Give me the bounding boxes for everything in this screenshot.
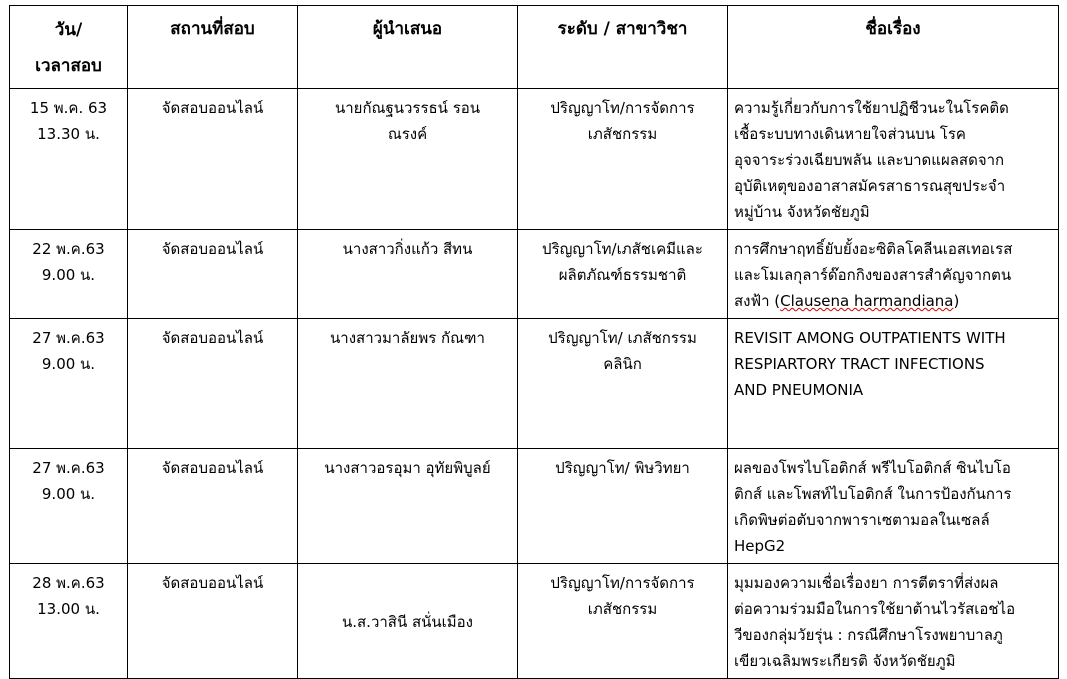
- table-row: [10, 564, 1059, 679]
- cell-title: [728, 449, 1059, 564]
- time-text: 13.00 น.: [37, 600, 100, 618]
- header-date-line2: เวลาสอบ: [35, 56, 102, 76]
- presenter-text: นางสาวอรอุมา อุทัยพิบูลย์: [324, 459, 491, 477]
- cell-venue: [128, 449, 298, 564]
- cell-presenter: [298, 319, 518, 449]
- title-text: และโมเลกุลาร์ด๊อกกิงของสารสำคัญจากตน: [734, 266, 1012, 284]
- title-text: RESPIARTORY TRACT INFECTIONS: [734, 355, 985, 373]
- header-date-line1: วัน/: [54, 20, 83, 40]
- table-row: [10, 230, 1059, 319]
- cell-title: [728, 89, 1059, 230]
- cell-presenter: [298, 449, 518, 564]
- cell-presenter: [298, 230, 518, 319]
- time-text: 9.00 น.: [41, 485, 96, 503]
- time-text: 13.30 น.: [37, 125, 100, 143]
- presenter-text: น.ส.วาสินี สนั่นเมือง: [342, 613, 473, 631]
- title-text: ความรู้เกี่ยวกับการใช้ยาปฏิชีวนะในโรคติด: [734, 99, 1009, 117]
- cell-presenter: [298, 89, 518, 230]
- title-text: ติกส์ และโพสท์ไบโอติกส์ ในการป้องกันการ: [734, 485, 1012, 503]
- time-text: 9.00 น.: [41, 355, 96, 373]
- level-text: ปริญญาโท/ พิษวิทยา: [555, 459, 690, 477]
- cell-date: [10, 230, 128, 319]
- title-text: เชื้อระบบทางเดินหายใจส่วนบน โรค: [734, 125, 966, 143]
- header-level: ระดับ / สาขาวิชา: [518, 6, 728, 89]
- level-text: ปริญญาโท/การจัดการ: [550, 99, 695, 117]
- cell-venue: [128, 319, 298, 449]
- date-text: 28 พ.ค.63: [32, 574, 105, 592]
- title-text: สงฟ้า (: [734, 292, 781, 310]
- header-presenter: ผู้นำเสนอ: [298, 6, 518, 89]
- date-text: 27 พ.ค.63: [32, 459, 105, 477]
- cell-date: [10, 564, 128, 679]
- species-name: Clausena harmandiana: [780, 292, 954, 310]
- level-text: ปริญญาโท/เภสัชเคมีและ: [542, 240, 703, 258]
- cell-venue: [128, 89, 298, 230]
- cell-venue: [128, 230, 298, 319]
- cell-level: [518, 564, 728, 679]
- cell-venue: [128, 564, 298, 679]
- venue-text: จัดสอบออนไลน์: [161, 240, 264, 258]
- title-text: หมู่บ้าน จังหวัดชัยภูมิ: [734, 203, 870, 221]
- header-title: ชื่อเรื่อง: [728, 6, 1059, 89]
- cell-date: [10, 89, 128, 230]
- table-row: [10, 449, 1059, 564]
- presenter-text: ณรงค์: [387, 125, 428, 143]
- title-text: ): [953, 292, 960, 310]
- level-text: ผลิตภัณฑ์ธรรมชาติ: [558, 266, 687, 284]
- cell-title: [728, 319, 1059, 449]
- cell-date: [10, 319, 128, 449]
- title-text: ต่อความร่วมมือในการใช้ยาต้านไวรัสเอชไอ: [734, 600, 1016, 618]
- level-text: เภสัชกรรม: [587, 600, 658, 618]
- title-text: เกิดพิษต่อตับจากพาราเซตามอลในเซลล์: [734, 511, 990, 529]
- time-text: 9.00 น.: [41, 266, 96, 284]
- title-text: AND PNEUMONIA: [734, 381, 864, 399]
- cell-title: [728, 564, 1059, 679]
- cell-level: [518, 89, 728, 230]
- header-date: [10, 6, 128, 89]
- title-text: วีของกลุ่มวัยรุ่น : กรณีศึกษาโรงพยาบาลภู: [734, 626, 1003, 644]
- level-text: คลินิก: [603, 355, 642, 373]
- level-text: ปริญญาโท/ เภสัชกรรม: [548, 329, 697, 347]
- venue-text: จัดสอบออนไลน์: [161, 99, 264, 117]
- title-text: มุมมองความเชื่อเรื่องยา การตีตราที่ส่งผล: [734, 574, 999, 592]
- table-row: [10, 89, 1059, 230]
- date-text: 15 พ.ค. 63: [29, 99, 108, 117]
- venue-text: จัดสอบออนไลน์: [161, 459, 264, 477]
- presenter-text: นางสาวมาลัยพร กัณฑา: [330, 329, 485, 347]
- title-text: ผลของโพรไบโอติกส์ พรีไบโอติกส์ ซินไบโอ: [734, 459, 1011, 477]
- presenter-text: นางสาวกิ่งแก้ว สีทน: [342, 240, 473, 258]
- cell-level: [518, 319, 728, 449]
- cell-presenter: [298, 564, 518, 679]
- cell-title: [728, 230, 1059, 319]
- title-text: การศึกษาฤทธิ์ยับยั้งอะซิติลโคลีนเอสเทอเรส: [734, 240, 1013, 258]
- cell-date: [10, 449, 128, 564]
- level-text: เภสัชกรรม: [587, 125, 658, 143]
- table-row: [10, 319, 1059, 449]
- date-text: 22 พ.ค.63: [32, 240, 105, 258]
- presenter-text: นายกัณฐนวรรธน์ รอน: [334, 99, 481, 117]
- header-venue: สถานที่สอบ: [128, 6, 298, 89]
- exam-schedule-table: [9, 5, 1059, 679]
- title-text: REVISIT AMONG OUTPATIENTS WITH: [734, 329, 1006, 347]
- title-text: HepG2: [734, 537, 786, 555]
- header-row: [10, 6, 1059, 89]
- cell-level: [518, 449, 728, 564]
- level-text: ปริญญาโท/การจัดการ: [550, 574, 695, 592]
- title-text: อุบัติเหตุของอาสาสมัครสาธารณสุขประจำ: [734, 177, 1006, 195]
- title-text-line3: [734, 288, 1052, 314]
- title-text: อุจจาระร่วงเฉียบพลัน และบาดแผลสดจาก: [734, 151, 1005, 169]
- venue-text: จัดสอบออนไลน์: [161, 574, 264, 592]
- date-text: 27 พ.ค.63: [32, 329, 105, 347]
- venue-text: จัดสอบออนไลน์: [161, 329, 264, 347]
- cell-level: [518, 230, 728, 319]
- title-text: เขียวเฉลิมพระเกียรติ จังหวัดชัยภูมิ: [734, 652, 956, 670]
